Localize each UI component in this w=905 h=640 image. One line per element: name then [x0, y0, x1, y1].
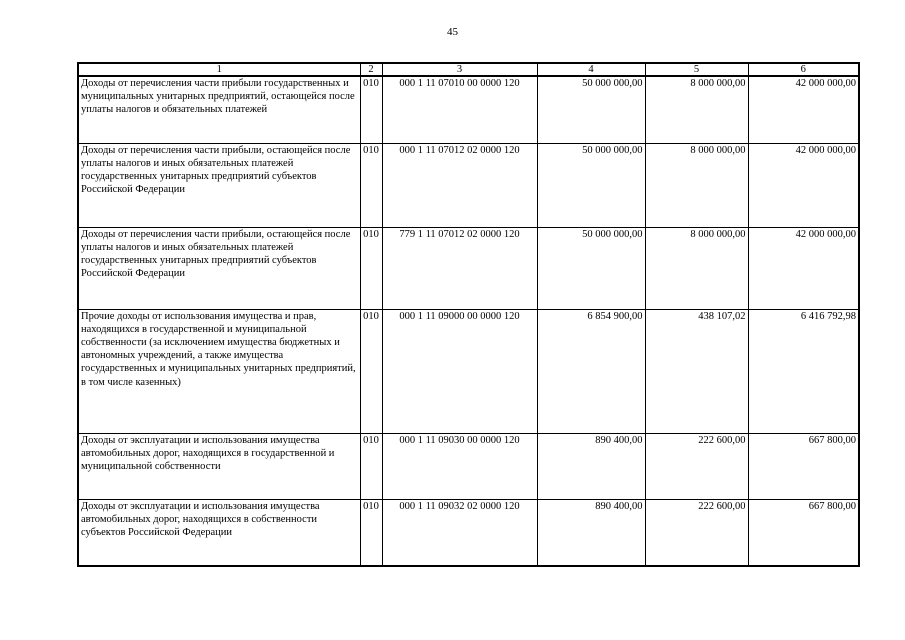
row-budget-code: 000 1 11 09032 02 0000 120	[382, 499, 537, 566]
budget-revenue-table	[77, 62, 860, 567]
row-line-code: 010	[360, 433, 382, 499]
table-header-row	[78, 63, 859, 76]
table-row	[78, 143, 859, 227]
row-name: Доходы от перечисления части прибыли государственных и муниципальных унитарных предприятий, остающейся после уплаты налогов и обязательных платежей	[78, 76, 360, 143]
row-line-code: 010	[360, 499, 382, 566]
table-row	[78, 499, 859, 566]
row-value-col5: 8 000 000,00	[645, 143, 748, 227]
row-value-col5: 8 000 000,00	[645, 76, 748, 143]
row-budget-code: 000 1 11 09000 00 0000 120	[382, 309, 537, 433]
row-value-col4: 890 400,00	[537, 499, 645, 566]
table-row	[78, 309, 859, 433]
column-header-2: 2	[360, 63, 382, 76]
column-header-1: 1	[78, 63, 360, 76]
row-value-col5: 222 600,00	[645, 433, 748, 499]
row-line-code: 010	[360, 76, 382, 143]
column-header-3: 3	[382, 63, 537, 76]
row-value-col6: 42 000 000,00	[748, 76, 859, 143]
table-row	[78, 76, 859, 143]
column-header-6: 6	[748, 63, 859, 76]
row-value-col5: 438 107,02	[645, 309, 748, 433]
table-row	[78, 433, 859, 499]
row-value-col4: 50 000 000,00	[537, 76, 645, 143]
row-line-code: 010	[360, 309, 382, 433]
row-value-col6: 667 800,00	[748, 433, 859, 499]
row-budget-code: 000 1 11 07012 02 0000 120	[382, 143, 537, 227]
row-line-code: 010	[360, 227, 382, 309]
row-value-col4: 6 854 900,00	[537, 309, 645, 433]
row-value-col6: 42 000 000,00	[748, 143, 859, 227]
row-budget-code: 000 1 11 07010 00 0000 120	[382, 76, 537, 143]
row-name: Доходы от перечисления части прибыли, остающейся после уплаты налогов и иных обязательных платежей государственных унитарных предприятий субъектов Российской Федерации	[78, 227, 360, 309]
row-name: Доходы от эксплуатации и использования имущества автомобильных дорог, находящихся в государственной и муниципальной собственности	[78, 433, 360, 499]
row-value-col6: 42 000 000,00	[748, 227, 859, 309]
table-row	[78, 227, 859, 309]
row-name: Доходы от эксплуатации и использования имущества автомобильных дорог, находящихся в собственности субъектов Российской Федерации	[78, 499, 360, 566]
row-value-col4: 50 000 000,00	[537, 143, 645, 227]
row-budget-code: 000 1 11 09030 00 0000 120	[382, 433, 537, 499]
row-value-col4: 50 000 000,00	[537, 227, 645, 309]
row-value-col6: 667 800,00	[748, 499, 859, 566]
column-header-4: 4	[537, 63, 645, 76]
row-value-col6: 6 416 792,98	[748, 309, 859, 433]
row-name: Прочие доходы от использования имущества и прав, находящихся в государственной и муниципальной собственности (за исключением имущества бюджетных и автономных учреждений, а также имущества государственных и муниципальных унитарных предприятий, в том числе казенных)	[78, 309, 360, 433]
row-value-col4: 890 400,00	[537, 433, 645, 499]
row-value-col5: 8 000 000,00	[645, 227, 748, 309]
row-value-col5: 222 600,00	[645, 499, 748, 566]
row-name: Доходы от перечисления части прибыли, остающейся после уплаты налогов и иных обязательных платежей государственных унитарных предприятий субъектов Российской Федерации	[78, 143, 360, 227]
row-budget-code: 779 1 11 07012 02 0000 120	[382, 227, 537, 309]
row-line-code: 010	[360, 143, 382, 227]
column-header-5: 5	[645, 63, 748, 76]
page-number: 45	[447, 26, 458, 38]
